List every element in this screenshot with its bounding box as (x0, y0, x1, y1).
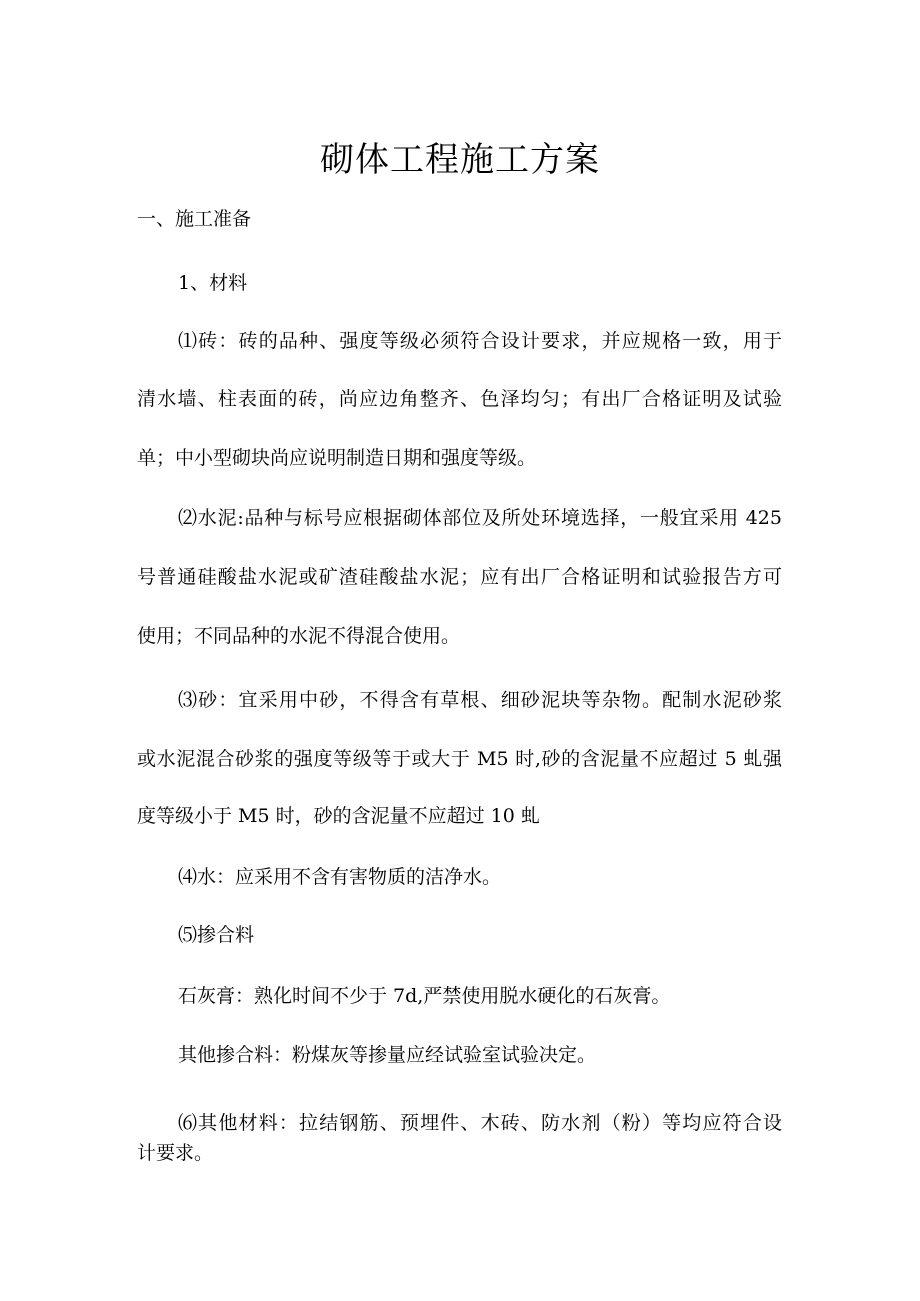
brick-line-2: 清水墙、柱表面的砖，尚应边角整齐、色泽均匀；有出厂合格证明及试验 (137, 388, 782, 410)
other-admixture-line: 其他掺合料：粉煤灰等掺量应经试验室试验决定。 (178, 1044, 597, 1066)
brick-line-3: 单；中小型砌块尚应说明制造日期和强度等级。 (137, 447, 537, 469)
admixture-heading: ⑸掺合料 (178, 924, 255, 946)
cement-line-2: 号普通硅酸盐水泥或矿渣硅酸盐水泥；应有出厂合格证明和试验报告方可 (137, 566, 782, 588)
sand-line-3: 度等级小于 M5 时，砂的含泥量不应超过 10 虬 (137, 805, 540, 827)
subheading-materials: 1、材料 (178, 272, 248, 294)
sand-line-2: 或水泥混合砂浆的强度等级等于或大于 M5 时,砂的含泥量不应超过 5 虬强 (137, 748, 782, 770)
cement-line-1: ⑵水泥:品种与标号应根据砌体部位及所处环境选择，一般宜采用 425 (178, 507, 782, 529)
other-materials-line-1: ⑹其他材料：拉结钢筋、预埋件、木砖、防水剂（粉）等均应符合设 (178, 1112, 782, 1134)
brick-line-1: ⑴砖：砖的品种、强度等级必须符合设计要求，并应规格一致，用于 (178, 330, 782, 352)
sand-line-1: ⑶砂：宜采用中砂，不得含有草根、细砂泥块等杂物。配制水泥砂浆 (178, 689, 782, 711)
cement-line-3: 使用；不同品种的水泥不得混合使用。 (137, 625, 461, 647)
lime-line: 石灰膏：熟化时间不少于 7d,严禁使用脱水硬化的石灰膏。 (178, 985, 671, 1007)
water-line: ⑷水：应采用不含有害物质的洁净水。 (178, 866, 502, 888)
section-heading: 一、施工准备 (137, 208, 252, 230)
page-title: 砌体工程施工方案 (320, 140, 600, 180)
other-materials-line-2: 计要求。 (137, 1142, 214, 1164)
